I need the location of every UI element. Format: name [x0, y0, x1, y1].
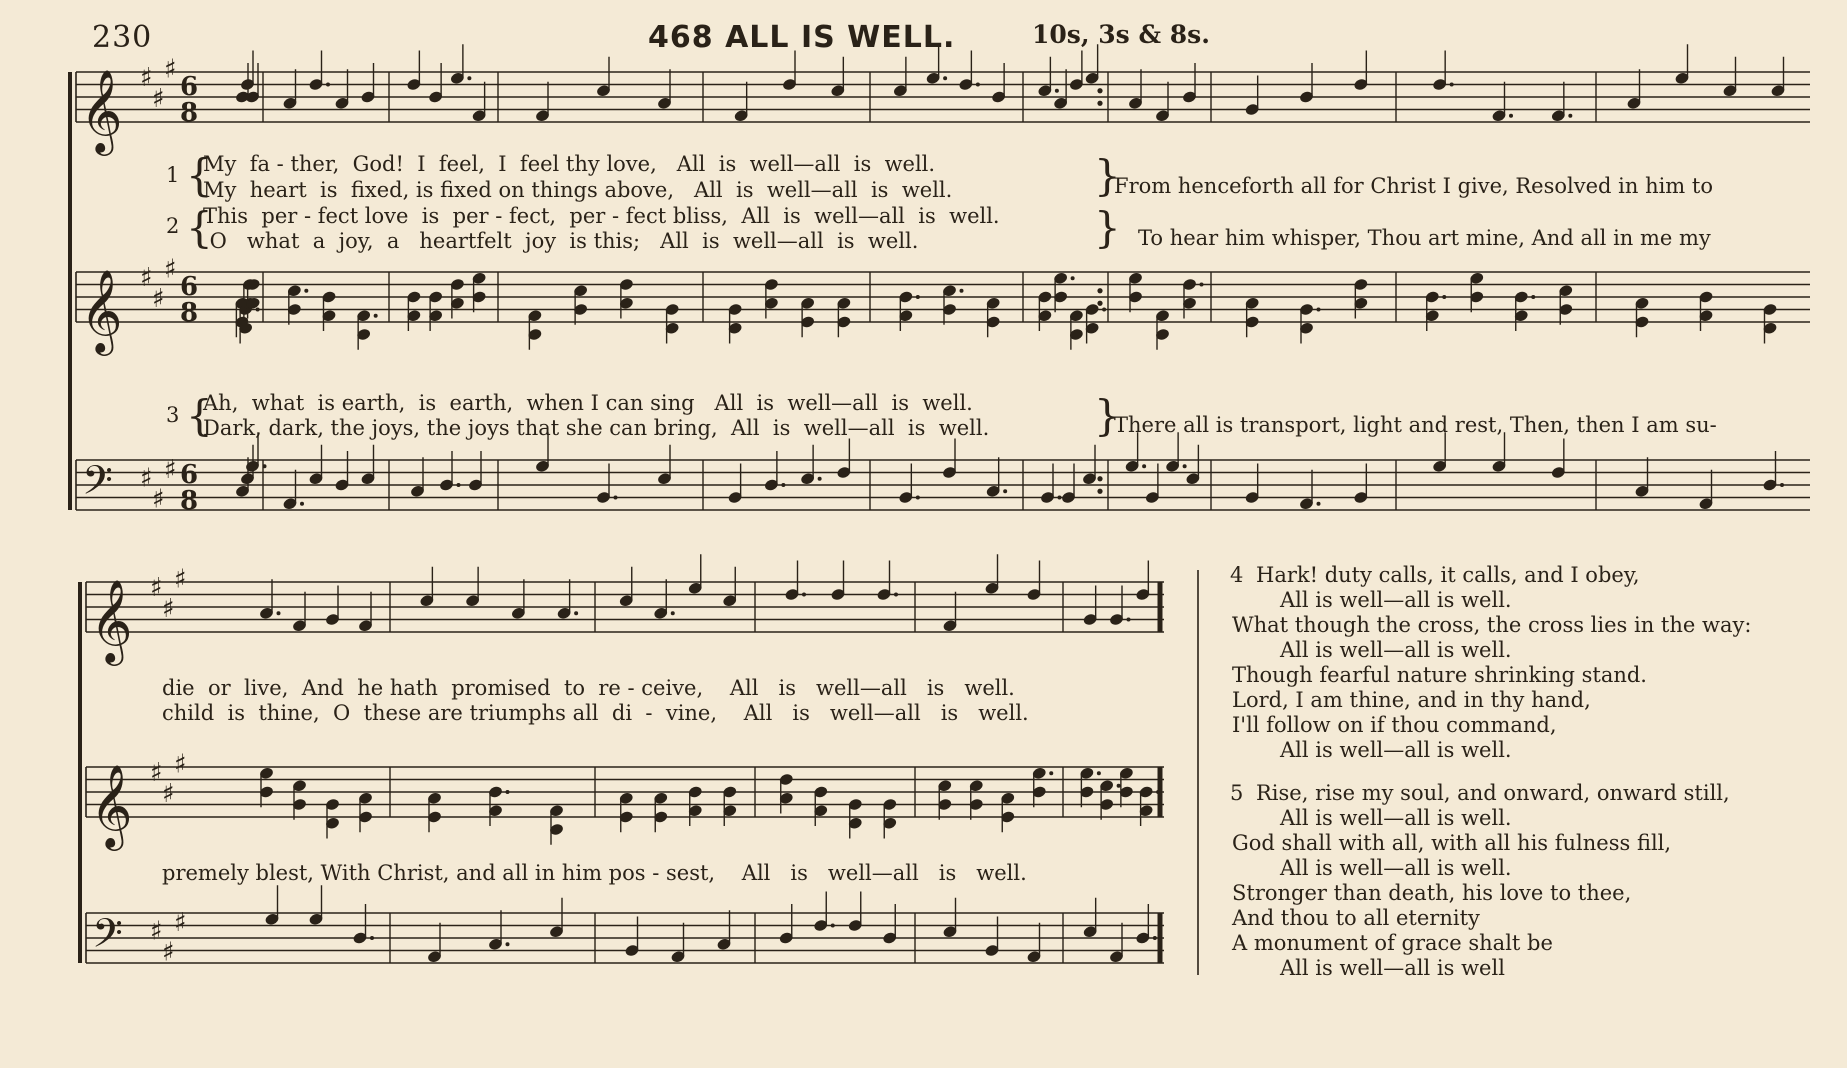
verse-brace: {	[186, 149, 213, 202]
stanza-line: What though the cross, the cross lies in the way:	[1232, 613, 1752, 637]
stanza-line: God shall with all, with all his fulness fill,	[1232, 831, 1672, 855]
lyric-line: O what a joy, a heartfelt joy is this; All is well—all is well.	[203, 229, 919, 253]
time-sig-bottom: 8	[180, 486, 199, 516]
note-dot	[1049, 771, 1053, 775]
note-dot	[1102, 308, 1106, 312]
note-dot	[1142, 464, 1146, 468]
note-dot	[374, 314, 378, 318]
note-dot	[614, 496, 618, 500]
lyric-line: My heart is fixed, is fixed on things above, All is well—all is well.	[203, 178, 953, 202]
repeat-dot	[1097, 301, 1102, 306]
lyric-line: Ah, what is earth, is earth, when I can sing All is well—all is well.	[203, 391, 973, 415]
hymn-meter: 10s, 3s & 8s.	[1032, 20, 1210, 49]
lyric-line: child is thine, O these are triumphs all di - vine, All is well—all is well.	[162, 701, 1029, 725]
sharp-icon: ♯	[164, 54, 177, 85]
sharp-icon: ♯	[140, 263, 153, 293]
sharp-icon: ♯	[164, 455, 177, 485]
treble-clef-icon: 𝄞	[80, 268, 123, 352]
note-dot	[277, 611, 281, 615]
sharp-icon: ♯	[162, 937, 175, 968]
note-dot	[1780, 483, 1784, 487]
stanza-line: Rise, rise my soul, and onward, onward still,	[1256, 781, 1730, 805]
bass-clef-icon: 𝄢	[92, 910, 123, 967]
lyric-continuation: There all is transport, light and rest, Then, then I am su-	[1114, 413, 1717, 437]
note-dot	[1568, 114, 1572, 118]
note-dot	[300, 502, 304, 506]
repeat-dot	[1097, 101, 1102, 106]
stanza-line: All is well—all is well	[1280, 956, 1505, 980]
note-dot	[1509, 114, 1513, 118]
note-dot	[976, 83, 980, 87]
sharp-icon: ♯	[162, 779, 175, 809]
lyric-line: die or live, And he hath promised to re - ceive, All is well—all is well.	[162, 676, 1015, 700]
note-dot	[1200, 283, 1204, 287]
verse-brace: }	[1094, 391, 1121, 440]
note-dot	[370, 936, 374, 940]
note-dot	[960, 289, 964, 293]
stanza-line: All is well—all is well.	[1280, 588, 1512, 612]
note-dot	[256, 308, 260, 312]
time-sig-top: 6	[180, 272, 199, 302]
stanza-line: Though fearful nature shrinking stand.	[1232, 663, 1647, 687]
note-dot	[671, 611, 675, 615]
stanza-line: Stronger than death, his love to thee,	[1232, 881, 1632, 905]
note-dot	[467, 76, 471, 80]
stanza-line: All is well—all is well.	[1280, 856, 1512, 880]
lyric-continuation: From henceforth all for Christ I give, Resolved in him to	[1114, 174, 1713, 198]
note-dot	[1442, 295, 1446, 299]
time-sig-top: 6	[180, 72, 199, 102]
repeat-dot	[1097, 88, 1102, 93]
note-dot	[818, 477, 822, 481]
note-dot	[1531, 295, 1535, 299]
note-dot	[304, 289, 308, 293]
stanza-line: Hark! duty calls, it calls, and I obey,	[1256, 563, 1640, 587]
sharp-icon: ♯	[150, 758, 163, 788]
note-dot	[802, 593, 806, 597]
note-dot	[916, 496, 920, 500]
treble-clef-icon: 𝄞	[90, 763, 133, 847]
note-dot	[326, 83, 330, 87]
stanza-number: 5	[1230, 781, 1244, 805]
repeat-dot	[1097, 476, 1102, 481]
stanza-line: And thou to all eternity	[1232, 906, 1480, 930]
bass-clef-icon: 𝄢	[82, 457, 113, 514]
verse-brace: {	[186, 203, 213, 252]
verse-brace: {	[186, 391, 213, 440]
note-dot	[1117, 784, 1121, 788]
sharp-icon: ♯	[140, 63, 153, 93]
note-dot	[1055, 89, 1059, 93]
time-sig-bottom: 8	[180, 298, 199, 328]
sharp-icon: ♯	[162, 594, 175, 624]
note-dot	[1183, 464, 1187, 468]
time-sig-bottom: 8	[180, 98, 199, 128]
note-dot	[1058, 496, 1062, 500]
verse-brace: }	[1094, 151, 1121, 200]
sharp-icon: ♯	[152, 284, 165, 314]
note-dot	[506, 942, 510, 946]
repeat-dot	[1097, 489, 1102, 494]
sharp-icon: ♯	[174, 564, 187, 595]
note-dot	[1071, 276, 1075, 280]
time-sig-top: 6	[180, 460, 199, 490]
note-dot	[263, 464, 267, 468]
stanza-line: All is well—all is well.	[1280, 806, 1512, 830]
stanza-line: A monument of grace shalt be	[1232, 931, 1553, 955]
page-number: 230	[92, 20, 153, 55]
sharp-icon: ♯	[152, 84, 165, 114]
lyric-line: Dark, dark, the joys, the joys that she can bring, All is well—all is well.	[203, 416, 990, 440]
sharp-icon: ♯	[150, 916, 163, 947]
note-dot	[1003, 489, 1007, 493]
sharp-icon: ♯	[164, 254, 177, 285]
note-dot	[894, 593, 898, 597]
hymn-title: 468 ALL IS WELL.	[648, 20, 956, 55]
note-dot	[506, 790, 510, 794]
lyric-line: My fa - ther, God! I feel, I feel thy love, All is well—all is well.	[203, 152, 936, 176]
lyric-line: This per - fect love is per - fect, per - fect bliss, All is well—all is well.	[203, 204, 1000, 228]
note-dot	[831, 924, 835, 928]
sharp-icon: ♯	[152, 484, 165, 515]
treble-clef-icon: 𝄞	[90, 578, 133, 662]
sharp-icon: ♯	[174, 908, 187, 938]
verse-brace: }	[1094, 203, 1121, 252]
note-dot	[457, 483, 461, 487]
note-dot	[1317, 308, 1321, 312]
stanza-line: All is well—all is well.	[1280, 738, 1512, 762]
verse-number: 1	[166, 163, 180, 187]
verse-number: 3	[166, 403, 180, 427]
note-dot	[1153, 936, 1157, 940]
verse-number: 2	[166, 214, 180, 238]
note-dot	[1317, 502, 1321, 506]
stanza-number: 4	[1230, 563, 1244, 587]
lyric-continuation: To hear him whisper, Thou art mine, And all in me my	[1138, 226, 1711, 250]
stanza-line: All is well—all is well.	[1280, 638, 1512, 662]
note-dot	[1097, 771, 1101, 775]
note-dot	[943, 76, 947, 80]
note-dot	[916, 295, 920, 299]
sharp-icon: ♯	[140, 463, 153, 494]
sharp-icon: ♯	[150, 573, 163, 603]
note-dot	[1127, 618, 1131, 622]
treble-clef-icon: 𝄞	[80, 68, 123, 152]
repeat-dot	[1097, 288, 1102, 293]
note-dot	[574, 611, 578, 615]
note-dot	[781, 483, 785, 487]
stanza-line: I'll follow on if thou command,	[1232, 713, 1557, 737]
note-dot	[1450, 83, 1454, 87]
sharp-icon: ♯	[174, 749, 187, 780]
lyric-line: premely blest, With Christ, and all in him pos - sest, All is well—all is well.	[162, 861, 1027, 885]
stanza-line: Lord, I am thine, and in thy hand,	[1232, 688, 1591, 712]
